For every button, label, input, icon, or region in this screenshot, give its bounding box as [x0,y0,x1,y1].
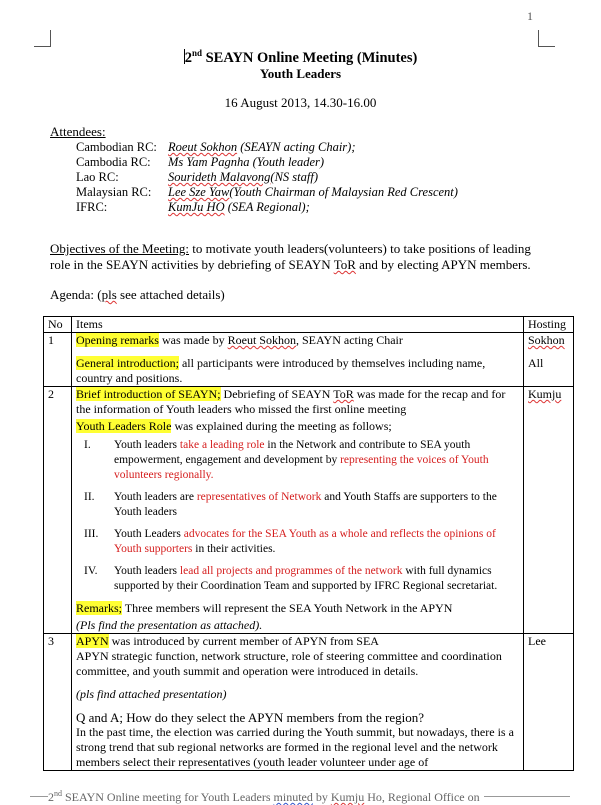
header-items: Items [72,317,524,333]
list-item: II. Youth leaders are representatives of Network and Youth Staffs are supporters to the Youth leaders [84,491,497,518]
table-header-row [44,317,574,333]
row-items: Brief introduction of SEAYN; Debriefing of SEAYN ToR was made for the recap and for the information of Youth leaders who missed the first online meeting Youth Leaders Role was explained during the meeting as follows; I. Youth leaders take a leading role in the Network and contribute to SEA youth empowerment, engagement and development by representing the voices of Youth volunteers regionally. II. Youth leaders are representatives of Network and Youth Staffs are supporters to the Youth leaders III. Youth Leaders advocates for the SEA Youth as a whole and reflects the opinions of Youth supporters in their activities. IV. Youth leaders lead all projects and programmes of the network with full dynamics supported by their Coordination Team and supported by IFRC Regional secretariat. Remarks; Three members will represent the SEA Youth Network in the APYN (Pls find the presentation as attached). [72,387,524,634]
attendee-name-5: KumJu HO (SEA Regional); [168,200,310,214]
list-item: IV. Youth leaders lead all projects and programmes of the network with full dynamics supported by their Coordination Team and supported by IFRC Regional secretariat. [84,565,498,592]
agenda-line: Agenda: (pls see attached details) [50,287,225,302]
attendee-name-1: Roeut Sokhon (SEAYN acting Chair); [168,140,356,154]
role-list [76,438,519,594]
highlight-youth-leaders-role: Youth Leaders Role [76,419,172,433]
attendee-org-1: Cambodian RC: [76,140,157,154]
document-title[interactable] [0,48,601,67]
attendee-name-4: Lee Sze Yaw(Youth Chairman of Malaysian Red Crescent) [168,185,458,199]
list-item: III. Youth Leaders advocates for the SEA Youth as a whole and reflects the opinions of Youth supporters in their activities. [84,528,496,555]
attendee-name-3: Sourideth Malavong(NS staff) [168,170,318,184]
highlight-brief-introduction: Brief introduction of SEAYN; [76,387,221,401]
row-hosting: Kumju [524,387,574,634]
row-hosting: Lee [524,634,574,771]
title-ordinal-sup: nd [191,48,202,58]
table-row [44,634,574,771]
document-subtitle: Youth Leaders [259,66,342,81]
table-row [44,387,574,634]
attendees-label: Attendees: [50,124,106,139]
agenda-table [43,316,574,771]
row-hosting: Sokhon All [524,333,574,387]
crop-mark-top-left [34,30,51,47]
crop-mark-top-right [538,30,555,47]
row-items: Opening remarks was made by Roeut Sokhon, SEAYN acting Chair General introduction; all participants were introduced by themselves including name, country and positions. [72,333,524,387]
table-row [44,333,574,387]
attendee-org-3: Lao RC: [76,170,119,184]
title-ordinal: 2 [184,49,192,66]
highlight-opening-remarks: Opening remarks [76,333,159,347]
meeting-date: 16 August 2013, 14.30-16.00 [224,95,377,110]
row-number: 3 [44,634,72,771]
list-item: I. Youth leaders take a leading role in the Network and contribute to SEA youth empowerment, engagement and development by representing the voices of Youth volunteers regionally. [84,439,489,481]
page-footer: 2nd SEAYN Online meeting for Youth Leaders minuted by Kumju Ho, Regional Office on [48,789,484,805]
row-number: 1 [44,333,72,387]
objectives-label: Objectives of the Meeting: [50,241,189,256]
row-items: APYN was introduced by current member of APYN from SEA APYN strategic function, network structure, role of steering committee and coordination committee, and youth summit and operation were introduced in details. (pls find attached presentation) Q and A; How do they select the APYN members from the region? In the past time, the election was carried during the Youth summit, but nowadays, there is a strong trend that sub regional networks are formed in the regional level and the network members select their representatives (youth leader volunteer under age of [72,634,524,771]
row-number: 2 [44,387,72,634]
title-text: SEAYN Online Meeting (Minutes) [201,49,418,66]
header-no: No [44,317,72,333]
attendee-org-2: Cambodia RC: [76,155,151,169]
highlight-general-introduction: General introduction; [76,356,179,370]
objectives-paragraph: Objectives of the Meeting: to motivate youth leaders(volunteers) to take positions of leading role in the SEAYN activities by debriefing of SEAYN ToR and by electing APYN members. [50,241,531,272]
page-number: 1 [527,9,533,23]
header-hosting: Hosting [524,317,574,333]
attendee-org-4: Malaysian RC: [76,185,152,199]
highlight-remarks: Remarks; [76,601,122,615]
highlight-apyn: APYN [76,634,109,648]
attendee-org-5: IFRC: [76,200,108,214]
attendee-name-2: Ms Yam Pagnha (Youth leader) [168,155,325,169]
